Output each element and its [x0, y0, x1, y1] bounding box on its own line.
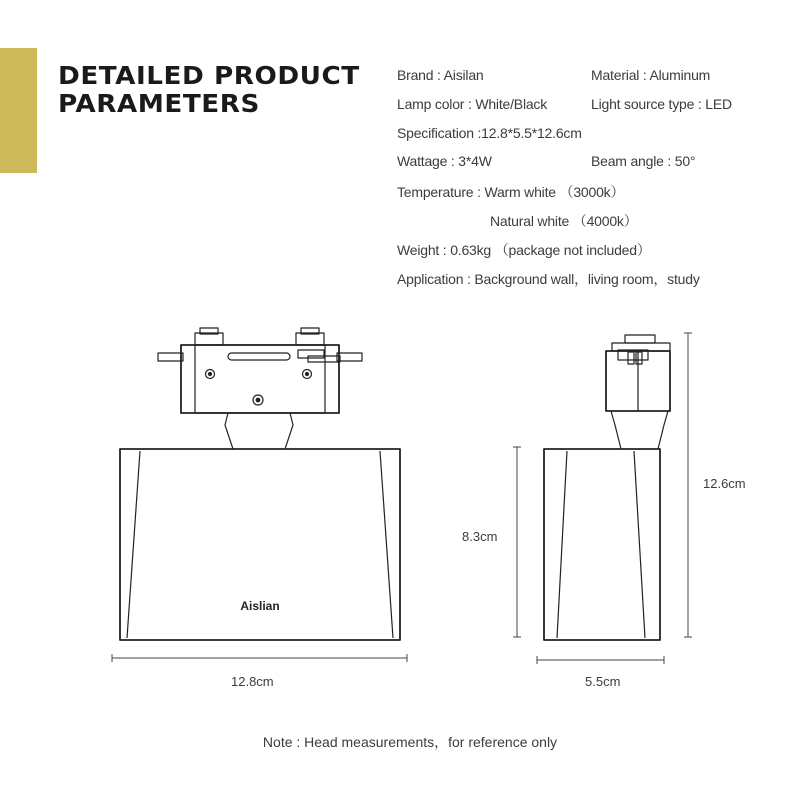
title-line-1: DETAILED PRODUCT — [58, 61, 360, 90]
param-weight: Weight : 0.63kg （package not included） — [397, 242, 651, 258]
dim-height-total: 12.6cm — [703, 476, 746, 491]
param-light-source: Light source type : LED — [591, 96, 732, 112]
param-beam-angle: Beam angle : 50° — [591, 153, 696, 169]
front-neck — [225, 413, 293, 449]
side-track-adapter — [606, 335, 670, 411]
side-lamp-head — [544, 449, 660, 640]
param-temperature: Temperature : Warm white （3000k） — [397, 184, 625, 200]
dim-width-front: 12.8cm — [231, 674, 274, 689]
footnote: Note : Head measurements，for reference only — [262, 734, 558, 750]
title-line-2: PARAMETERS — [58, 89, 260, 118]
param-temperature-natural: Natural white （4000k） — [490, 213, 638, 229]
dimension-lines — [112, 333, 692, 664]
side-neck — [611, 411, 668, 449]
param-lamp-color: Lamp color : White/Black — [397, 96, 548, 112]
product-logo: Aislian — [240, 599, 280, 613]
param-wattage: Wattage : 3*4W — [397, 153, 492, 169]
dim-width-side: 5.5cm — [585, 674, 621, 689]
param-application: Application : Background wall，living room，study — [397, 271, 700, 287]
dim-height-head: 8.3cm — [462, 529, 498, 544]
param-specification: Specification :12.8*5.5*12.6cm — [397, 125, 582, 141]
param-material: Material : Aluminum — [591, 67, 711, 83]
param-brand: Brand : Aisilan — [397, 67, 484, 83]
front-track-adapter — [158, 328, 362, 413]
